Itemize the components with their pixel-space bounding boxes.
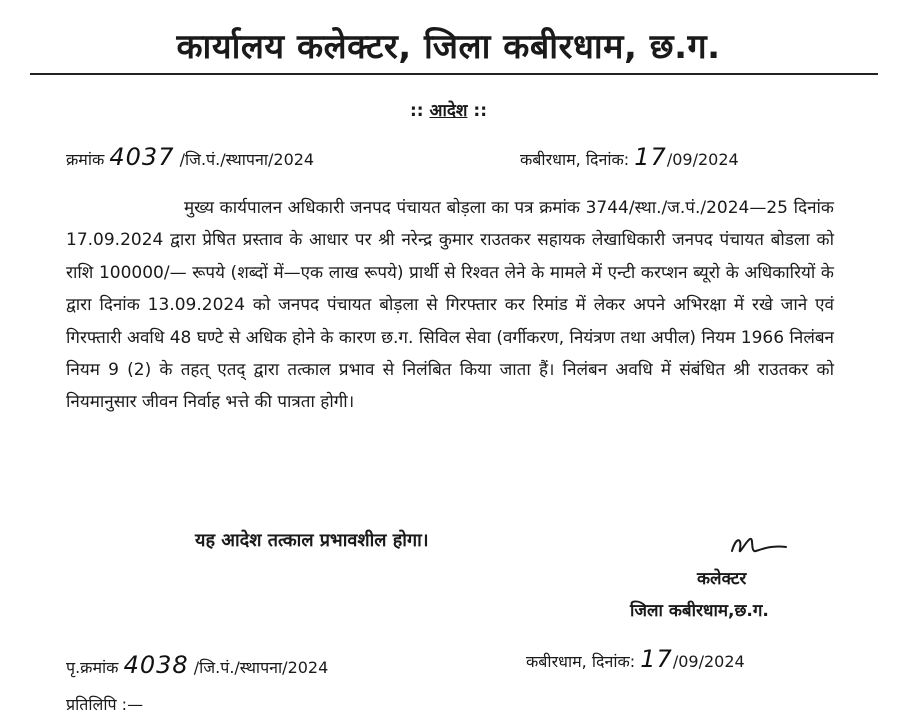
order-heading-suffix: :: xyxy=(473,101,488,121)
endorsement-date xyxy=(526,645,745,673)
handwritten-endorsement-number: 4038 xyxy=(123,651,189,679)
endorsement-place-date-label: कबीरधाम, दिनांक: xyxy=(526,652,636,671)
endorsement-label: पृ.क्रमांक xyxy=(66,658,119,677)
order-body-text: मुख्य कार्यपालन अधिकारी जनपद पंचायत बोड़ला का पत्र क्रमांक 3744/स्था./ज.पं./2024—25 दिनांक 17.09.2024 द्वारा प्रेषित प्रस्ताव के आधार पर श्री नरेन्द्र कुमार राउतकर सहायक लेखाधिकारी जनपद पंचायत बोडला को राशि 100000/— रूपये (शब्दों में—एक लाख रूपये) प्रार्थी से रिश्वत लेने के मामले में एन्टी करप्शन ब्यूरो के अधिकारियों के द्वारा दिनांक 13.09.2024 को जनपद पंचायत बोड़ला से गिरफ्तार कर रिमांड में लेकर अपने अभिरक्षा में रखे जाने एवं गिरफ्तारी अवधि 48 घण्टे से अधिक होने के कारण छ.ग. सिविल सेवा (वर्गीकरण, नियंत्रण तथा अपील) नियम 1966 निलंबन नियम 9 (2) के तहत् एतद् द्वारा तत्काल प्रभाव से निलंबित किया जाता हैं। निलंबन अवधि में संबंधित श्री राउतकर को नियमानुसार जीवन निर्वाह भत्ते की पात्रता होगी। xyxy=(66,198,834,413)
endorsement-number xyxy=(66,651,328,679)
reference-label: क्रमांक xyxy=(66,150,105,169)
reference-date xyxy=(520,143,739,171)
handwritten-reference-day: 17 xyxy=(634,143,667,171)
effective-note: यह आदेश तत्काल प्रभावशील होगा। xyxy=(195,530,429,551)
handwritten-endorsement-day: 17 xyxy=(640,645,673,673)
signatory-place: जिला कबीरधाम,छ.ग. xyxy=(630,601,769,621)
reference-place-date-label: कबीरधाम, दिनांक: xyxy=(520,150,630,169)
signatory-designation: कलेक्टर xyxy=(697,569,747,589)
order-heading-prefix: :: xyxy=(409,101,424,121)
copy-to-label: प्रतिलिपि :— xyxy=(66,695,144,714)
reference-dept-code: /जि.पं./स्थापना/2024 xyxy=(179,150,315,169)
order-heading xyxy=(0,98,897,121)
order-heading-text: आदेश xyxy=(429,101,468,121)
signature-scribble xyxy=(728,533,788,565)
endorsement-month-year: /09/2024 xyxy=(672,652,745,671)
reference-month-year: /09/2024 xyxy=(666,150,739,169)
office-title: कार्यालय कलेक्टर, जिला कबीरधाम, छ.ग. xyxy=(176,27,721,67)
handwritten-reference-number: 4037 xyxy=(109,143,175,171)
reference-number xyxy=(66,143,314,171)
header-divider xyxy=(30,73,878,75)
order-body xyxy=(66,192,834,419)
endorsement-dept-code: /जि.पं./स्थापना/2024 xyxy=(193,658,329,677)
